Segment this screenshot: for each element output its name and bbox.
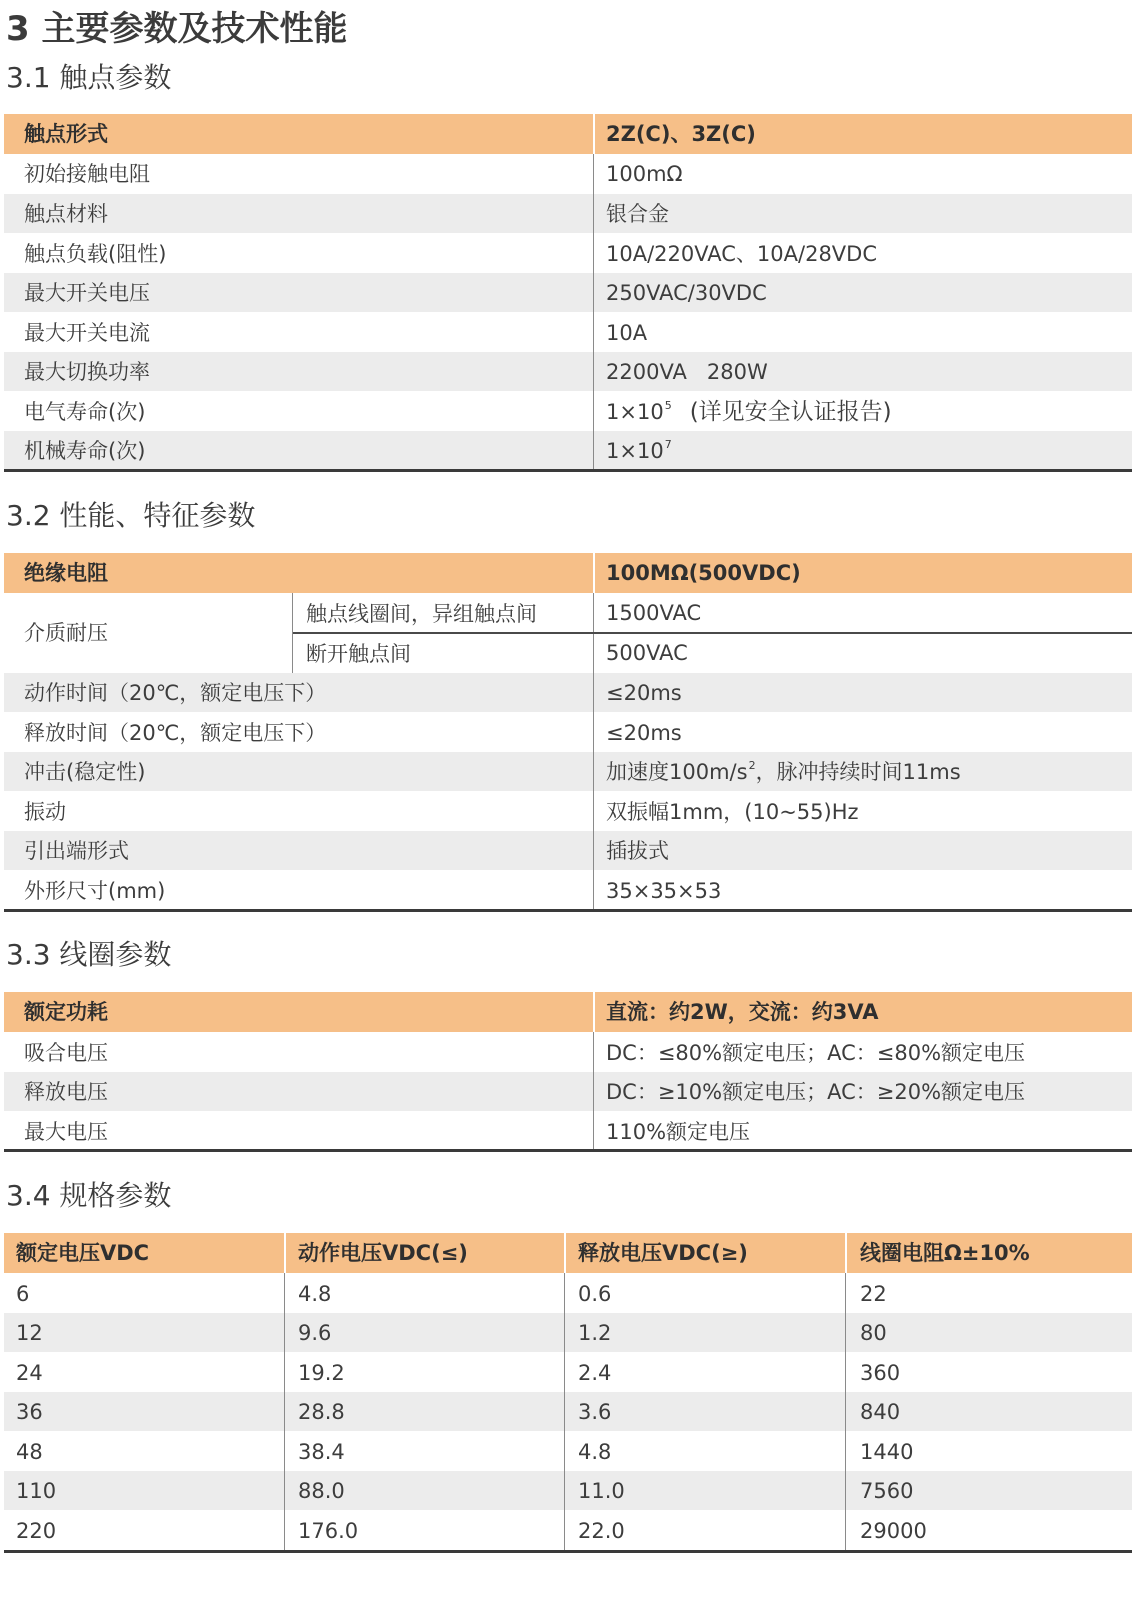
param-value: 500VAC [606, 641, 688, 665]
table-cell: 38.4 [298, 1440, 345, 1464]
param-value: 银合金 [606, 202, 669, 226]
param-label: 动作时间（20℃，额定电压下） [24, 681, 327, 705]
value-text: 加速度100m/s [606, 760, 748, 784]
param-value: 1500VAC [606, 601, 702, 625]
param-label: 电气寿命(次) [24, 400, 146, 424]
table-cell: 6 [16, 1282, 30, 1306]
param-value: DC：≥10%额定电压；AC：≥20%额定电压 [606, 1080, 1026, 1104]
param-value: 35×35×53 [606, 879, 722, 903]
column-divider [593, 154, 594, 470]
value-exponent: 2 [748, 759, 756, 772]
table-bottom-rule [4, 469, 1132, 472]
table-cell: 1440 [860, 1440, 914, 1464]
section-title-performance: 3.2 性能、特征参数 [6, 499, 256, 532]
value-exponent: 7 [664, 438, 672, 451]
column-header: 动作电压VDC(≤) [298, 1241, 468, 1265]
column-divider [564, 1233, 566, 1273]
column-header: 额定电压VDC [16, 1241, 150, 1265]
table-cell: 4.8 [298, 1282, 332, 1306]
table-row-stripe [4, 1471, 1132, 1510]
column-header: 释放电压VDC(≥) [578, 1241, 748, 1265]
column-divider [593, 553, 595, 593]
table-cell: 110 [16, 1479, 57, 1503]
table-cell: 22 [860, 1282, 887, 1306]
param-label: 释放时间（20℃，额定电压下） [24, 721, 327, 745]
column-divider [593, 593, 594, 910]
dielectric-label: 介质耐压 [24, 621, 108, 645]
table-header-value: 100MΩ(500VDC) [606, 561, 801, 585]
param-value [606, 752, 961, 792]
table-header-value: 2Z(C)、3Z(C) [606, 122, 756, 146]
column-divider [593, 1032, 594, 1150]
param-value [606, 392, 892, 432]
table-cell: 88.0 [298, 1479, 345, 1503]
column-header: 线圈电阻Ω±10% [860, 1241, 1030, 1265]
column-divider [845, 1233, 847, 1273]
param-value: 250VAC/30VDC [606, 281, 767, 305]
param-value: ≤20ms [606, 681, 682, 705]
table-row-stripe [4, 352, 1132, 391]
table-cell: 24 [16, 1361, 43, 1385]
dielectric-sub-label: 断开触点间 [306, 642, 411, 666]
table-cell: 4.8 [578, 1440, 612, 1464]
param-label: 外形尺寸(mm) [24, 879, 166, 903]
table-cell: 36 [16, 1400, 43, 1424]
column-divider [593, 992, 595, 1032]
table-cell: 220 [16, 1519, 57, 1543]
param-label: 最大切换功率 [24, 360, 150, 384]
table-bottom-rule [4, 1550, 1132, 1553]
param-value: 2200VA 280W [606, 360, 768, 384]
param-label: 触点负载(阻性) [24, 242, 167, 266]
value-text: ，脉冲持续时间11ms [755, 760, 961, 784]
table-row-stripe [4, 831, 1132, 870]
table-cell: 2.4 [578, 1361, 612, 1385]
section-title-contact: 3.1 触点参数 [6, 61, 172, 94]
param-value: 双振幅1mm，(10~55)Hz [606, 800, 859, 824]
param-label: 最大电压 [24, 1120, 108, 1144]
table-row-stripe [4, 752, 1132, 791]
table-header-label: 触点形式 [24, 122, 108, 146]
param-value: 插拔式 [606, 839, 669, 863]
param-label: 冲击(稳定性) [24, 760, 146, 784]
param-value [606, 431, 672, 471]
table-cell: 3.6 [578, 1400, 612, 1424]
param-label: 释放电压 [24, 1080, 108, 1104]
table-header-row [4, 114, 1132, 154]
value-base: 1×10 [606, 439, 664, 463]
table-row-stripe [4, 194, 1132, 233]
table-header-value: 直流：约2W，交流：约3VA [606, 1000, 879, 1024]
table-cell: 360 [860, 1361, 901, 1385]
column-divider [593, 114, 595, 154]
param-label: 机械寿命(次) [24, 439, 146, 463]
table-row-stripe [4, 431, 1132, 470]
table-cell: 11.0 [578, 1479, 625, 1503]
value-base: 1×10 [606, 400, 664, 424]
param-value: 100mΩ [606, 162, 683, 186]
param-label: 初始接触电阻 [24, 162, 150, 186]
table-cell: 19.2 [298, 1361, 345, 1385]
table-cell: 48 [16, 1440, 43, 1464]
table-header-label: 额定功耗 [24, 1000, 108, 1024]
dielectric-sub-label: 触点线圈间，异组触点间 [306, 602, 537, 626]
table-cell: 29000 [860, 1519, 927, 1543]
param-label: 振动 [24, 800, 66, 824]
param-label: 最大开关电压 [24, 281, 150, 305]
table-cell: 176.0 [298, 1519, 359, 1543]
table-bottom-rule [4, 909, 1132, 912]
table-header-label: 绝缘电阻 [24, 561, 108, 585]
column-divider [845, 1273, 846, 1551]
column-divider [284, 1233, 286, 1273]
table-cell: 840 [860, 1400, 901, 1424]
table-bottom-rule [4, 1149, 1132, 1152]
column-divider [564, 1273, 565, 1551]
table-header-row [4, 553, 1132, 593]
table-cell: 12 [16, 1321, 43, 1345]
table-cell: 1.2 [578, 1321, 612, 1345]
table-row-stripe [4, 1313, 1132, 1352]
param-value: 10A [606, 321, 648, 345]
table-header-row [4, 992, 1132, 1032]
param-label: 引出端形式 [24, 839, 129, 863]
value-exponent: 5 [664, 399, 672, 412]
table-cell: 7560 [860, 1479, 914, 1503]
page-title: 3 主要参数及技术性能 [6, 9, 348, 49]
table-cell: 22.0 [578, 1519, 625, 1543]
table-cell: 28.8 [298, 1400, 345, 1424]
table-cell: 80 [860, 1321, 887, 1345]
param-value: ≤20ms [606, 721, 682, 745]
section-title-coil: 3.3 线圈参数 [6, 938, 172, 971]
param-label: 最大开关电流 [24, 321, 150, 345]
section-title-spec: 3.4 规格参数 [6, 1179, 172, 1212]
param-value: 110%额定电压 [606, 1120, 751, 1144]
param-label: 吸合电压 [24, 1041, 108, 1065]
param-label: 触点材料 [24, 202, 108, 226]
table-row-stripe [4, 273, 1132, 312]
table-cell: 9.6 [298, 1321, 332, 1345]
param-value: DC：≤80%额定电压；AC：≤80%额定电压 [606, 1041, 1026, 1065]
table-row-stripe [4, 1392, 1132, 1431]
table-cell: 0.6 [578, 1282, 612, 1306]
param-value: 10A/220VAC、10A/28VDC [606, 242, 878, 266]
value-note: (详见安全认证报告) [689, 399, 892, 425]
column-divider [284, 1273, 285, 1551]
